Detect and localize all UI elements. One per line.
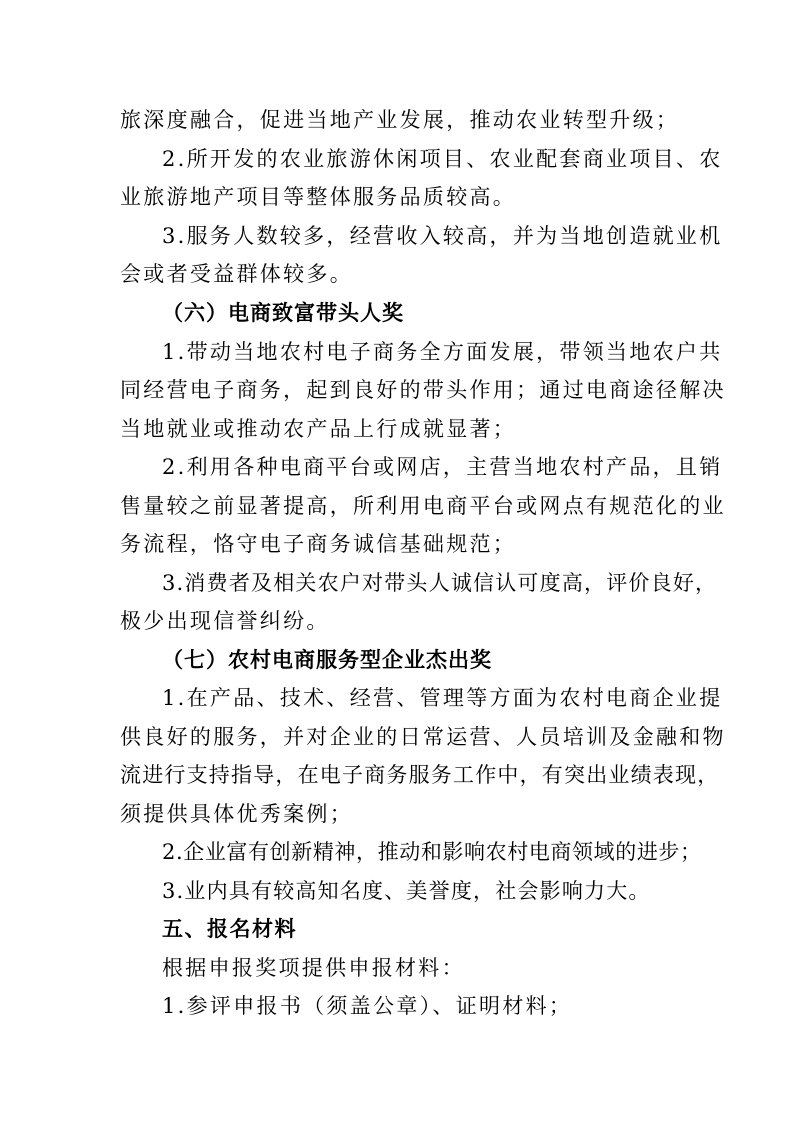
paragraph-line: 1.参评申报书（须盖公章）、证明材料； <box>162 994 573 1018</box>
paragraph-line: 当地就业或推动农产品上行成就显著； <box>120 417 517 441</box>
section-subheading: （六）电商致富带头人奖 <box>162 300 404 325</box>
paragraph-line: 同经营电子商务，起到良好的带头作用；通过电商途径解决 <box>120 378 726 402</box>
paragraph-line: 3.业内具有较高知名度、美誉度，社会影响力大。 <box>162 879 651 903</box>
paragraph-line: 2.利用各种电商平台或网店，主营当地农村产品，且销 <box>162 455 723 479</box>
paragraph-line: 2.所开发的农业旅游休闲项目、农业配套商业项目、农 <box>162 147 723 171</box>
paragraph-line: 会或者受益群体较多。 <box>120 262 353 286</box>
paragraph-line: 旅深度融合，促进当地产业发展，推动农业转型升级； <box>120 108 680 132</box>
paragraph-line: 供良好的服务，并对企业的日常运营、人员培训及金融和物 <box>120 725 726 749</box>
paragraph-line: 售量较之前显著提高，所利用电商平台或网点有规范化的业 <box>120 494 726 518</box>
paragraph-line: 2.企业富有创新精神，推动和影响农村电商领域的进步； <box>162 840 702 864</box>
paragraph-line: 1.带动当地农村电子商务全方面发展，带领当地农户共 <box>162 340 723 364</box>
paragraph-line: 流进行支持指导，在电子商务服务工作中，有突出业绩表现， <box>120 763 720 787</box>
paragraph-line: 务流程，恪守电子商务诚信基础规范； <box>120 532 517 556</box>
section-heading: 五、报名材料 <box>162 917 297 941</box>
section-subheading: （七）农村电商服务型企业杰出奖 <box>162 647 492 672</box>
paragraph-line: 3.服务人数较多，经营收入较高，并为当地创造就业机 <box>162 224 723 248</box>
paragraph-line: 业旅游地产项目等整体服务品质较高。 <box>120 185 517 209</box>
paragraph-line: 1.在产品、技术、经营、管理等方面为农村电商企业提 <box>162 686 723 710</box>
paragraph-line: 3.消费者及相关农户对带头人诚信认可度高，评价良好， <box>162 571 718 595</box>
paragraph-line: 须提供具体优秀案例； <box>120 802 353 826</box>
paragraph-line: 根据申报奖项提供申报材料： <box>162 956 465 980</box>
paragraph-line: 极少出现信誉纠纷。 <box>120 609 330 633</box>
